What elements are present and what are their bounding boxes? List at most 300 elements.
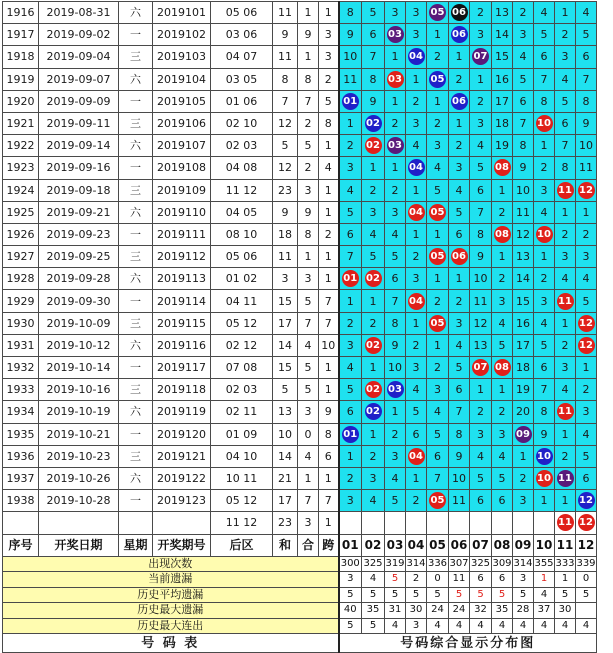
table-row bbox=[3, 179, 597, 201]
drawn-ball: 12 bbox=[578, 337, 595, 354]
back-zone-cell: 04 08 bbox=[211, 157, 273, 179]
number-cell-10: 4 bbox=[534, 312, 555, 334]
number-cell-05: 6 bbox=[427, 445, 449, 467]
drawn-ball: 05 bbox=[429, 4, 446, 21]
heshu-cell: 0 bbox=[298, 423, 319, 445]
number-cell-05: 2 bbox=[427, 290, 449, 312]
period-cell: 1936 bbox=[3, 445, 39, 467]
number-cell-11: 1 bbox=[555, 490, 576, 512]
stat-value: 314 bbox=[513, 556, 534, 572]
stat-value: 24 bbox=[449, 603, 470, 619]
number-cell-02 bbox=[362, 268, 385, 290]
number-cell-03: 2 bbox=[385, 112, 406, 134]
number-cell-08: 3 bbox=[492, 290, 513, 312]
date-cell: 2019-09-11 bbox=[39, 112, 119, 134]
number-cell-08: 5 bbox=[492, 467, 513, 489]
drawn-ball: 05 bbox=[429, 315, 446, 332]
span-cell: 1 bbox=[319, 268, 339, 290]
sum-cell: 15 bbox=[273, 357, 298, 379]
date-cell: 2019-10-19 bbox=[39, 401, 119, 423]
drawn-ball: 06 bbox=[451, 248, 468, 265]
number-cell-11: 4 bbox=[555, 68, 576, 90]
stat-row bbox=[3, 603, 597, 619]
number-cell-05 bbox=[427, 2, 449, 24]
stat-value: 3 bbox=[339, 572, 362, 588]
number-cell-09: 15 bbox=[513, 290, 534, 312]
number-cell-03: 3 bbox=[385, 201, 406, 223]
sum-cell: 13 bbox=[273, 401, 298, 423]
number-cell-12: 5 bbox=[576, 445, 597, 467]
span-cell: 7 bbox=[319, 290, 339, 312]
number-cell-04: 3 bbox=[406, 112, 427, 134]
number-cell-10: 2 bbox=[534, 268, 555, 290]
number-cell-08: 2 bbox=[492, 268, 513, 290]
number-cell-01: 1 bbox=[339, 445, 362, 467]
header-number: 08 bbox=[492, 534, 513, 556]
span-cell: 6 bbox=[319, 445, 339, 467]
number-cell-05 bbox=[427, 68, 449, 90]
drawn-ball: 04 bbox=[408, 159, 425, 176]
number-cell-05: 5 bbox=[427, 423, 449, 445]
number-cell-07: 13 bbox=[470, 334, 492, 356]
number-cell-09: 1 bbox=[513, 445, 534, 467]
sum-cell: 11 bbox=[273, 46, 298, 68]
header-date: 开奖日期 bbox=[39, 534, 119, 556]
back-zone-cell: 03 05 bbox=[211, 68, 273, 90]
predicted-ball: 12 bbox=[578, 514, 595, 531]
sum-cell: 17 bbox=[273, 490, 298, 512]
number-cell-02: 1 bbox=[362, 290, 385, 312]
weekday-cell: 六 bbox=[119, 401, 153, 423]
number-cell-02 bbox=[362, 512, 385, 534]
number-cell-08: 17 bbox=[492, 90, 513, 112]
number-cell-10: 2 bbox=[534, 157, 555, 179]
number-cell-07 bbox=[470, 46, 492, 68]
drawn-ball: 04 bbox=[408, 204, 425, 221]
issue-cell: 2019117 bbox=[153, 357, 211, 379]
period-cell: 1934 bbox=[3, 401, 39, 423]
back-zone-cell: 11 12 bbox=[211, 179, 273, 201]
table-row bbox=[3, 357, 597, 379]
weekday-cell: 一 bbox=[119, 223, 153, 245]
issue-cell: 2019122 bbox=[153, 467, 211, 489]
number-cell-09: 19 bbox=[513, 379, 534, 401]
drawn-ball: 07 bbox=[472, 359, 489, 376]
number-cell-07: 3 bbox=[470, 112, 492, 134]
header-weekday: 星期 bbox=[119, 534, 153, 556]
heshu-cell: 3 bbox=[298, 268, 319, 290]
period-cell: 1930 bbox=[3, 312, 39, 334]
number-cell-05: 1 bbox=[427, 334, 449, 356]
blank-cell bbox=[153, 512, 211, 534]
number-cell-10: 5 bbox=[534, 24, 555, 46]
number-cell-12: 11 bbox=[576, 157, 597, 179]
number-cell-02: 3 bbox=[362, 467, 385, 489]
table-row bbox=[3, 467, 597, 489]
stat-label: 当前遗漏 bbox=[3, 572, 339, 588]
number-cell-11: 1 bbox=[555, 423, 576, 445]
number-cell-07: 2 bbox=[470, 90, 492, 112]
number-cell-02: 6 bbox=[362, 24, 385, 46]
back-zone-cell: 02 12 bbox=[211, 334, 273, 356]
number-cell-10 bbox=[534, 445, 555, 467]
back-zone-cell: 05 12 bbox=[211, 490, 273, 512]
span-cell: 10 bbox=[319, 334, 339, 356]
number-cell-07: 8 bbox=[470, 223, 492, 245]
period-cell: 1921 bbox=[3, 112, 39, 134]
footer-row bbox=[3, 634, 597, 653]
issue-cell: 2019101 bbox=[153, 2, 211, 24]
span-cell: 1 bbox=[319, 201, 339, 223]
number-cell-06: 6 bbox=[449, 223, 470, 245]
sum-cell: 10 bbox=[273, 423, 298, 445]
period-cell: 1929 bbox=[3, 290, 39, 312]
back-zone-cell: 04 11 bbox=[211, 290, 273, 312]
drawn-ball: 01 bbox=[342, 93, 359, 110]
heshu-cell: 5 bbox=[298, 135, 319, 157]
table-row bbox=[3, 135, 597, 157]
header-number: 10 bbox=[534, 534, 555, 556]
date-cell: 2019-10-28 bbox=[39, 490, 119, 512]
back-zone-cell: 01 02 bbox=[211, 268, 273, 290]
date-cell: 2019-09-25 bbox=[39, 246, 119, 268]
number-cell-02: 9 bbox=[362, 90, 385, 112]
number-cell-10: 1 bbox=[534, 135, 555, 157]
table-row bbox=[3, 423, 597, 445]
heshu-cell: 4 bbox=[298, 334, 319, 356]
number-cell-09: 14 bbox=[513, 268, 534, 290]
number-cell-09: 2 bbox=[513, 467, 534, 489]
drawn-ball: 02 bbox=[365, 115, 382, 132]
stat-value: 5 bbox=[339, 618, 362, 634]
number-cell-11 bbox=[555, 290, 576, 312]
number-cell-08: 18 bbox=[492, 112, 513, 134]
number-cell-01: 2 bbox=[339, 312, 362, 334]
number-cell-10: 6 bbox=[534, 46, 555, 68]
number-cell-06: 4 bbox=[449, 179, 470, 201]
stat-value: 31 bbox=[385, 603, 406, 619]
number-cell-07: 6 bbox=[470, 490, 492, 512]
drawn-ball: 10 bbox=[536, 448, 553, 465]
back-zone-cell: 02 03 bbox=[211, 379, 273, 401]
issue-cell: 2019105 bbox=[153, 90, 211, 112]
weekday-cell: 一 bbox=[119, 290, 153, 312]
table-row bbox=[3, 401, 597, 423]
number-cell-04: 3 bbox=[406, 2, 427, 24]
number-cell-09: 7 bbox=[513, 112, 534, 134]
period-cell: 1938 bbox=[3, 490, 39, 512]
number-cell-10: 6 bbox=[534, 357, 555, 379]
number-cell-02: 4 bbox=[362, 223, 385, 245]
number-cell-12: 1 bbox=[576, 201, 597, 223]
period-cell: 1920 bbox=[3, 90, 39, 112]
stat-value: 6 bbox=[470, 572, 492, 588]
date-cell: 2019-09-07 bbox=[39, 68, 119, 90]
number-cell-08 bbox=[492, 357, 513, 379]
table-row bbox=[3, 490, 597, 512]
drawn-ball: 06 bbox=[451, 4, 468, 21]
sum-cell: 9 bbox=[273, 201, 298, 223]
number-cell-02: 1 bbox=[362, 423, 385, 445]
number-cell-11: 2 bbox=[555, 24, 576, 46]
drawn-ball: 03 bbox=[387, 137, 404, 154]
number-cell-12: 4 bbox=[576, 268, 597, 290]
number-cell-06 bbox=[449, 512, 470, 534]
stat-value: 333 bbox=[555, 556, 576, 572]
sum-cell: 8 bbox=[273, 68, 298, 90]
issue-cell: 2019119 bbox=[153, 401, 211, 423]
stat-value: 336 bbox=[427, 556, 449, 572]
table-row bbox=[3, 223, 597, 245]
stat-value: 5 bbox=[385, 587, 406, 603]
header-number: 03 bbox=[385, 534, 406, 556]
stat-value: 3 bbox=[406, 618, 427, 634]
sum-cell: 7 bbox=[273, 90, 298, 112]
number-cell-03: 3 bbox=[385, 445, 406, 467]
header-back: 后区 bbox=[211, 534, 273, 556]
span-cell: 9 bbox=[319, 401, 339, 423]
header-period: 序号 bbox=[3, 534, 39, 556]
number-cell-11: 1 bbox=[555, 201, 576, 223]
number-cell-08: 13 bbox=[492, 2, 513, 24]
stat-value: 4 bbox=[470, 618, 492, 634]
drawn-ball: 08 bbox=[494, 226, 511, 243]
drawn-ball: 10 bbox=[536, 226, 553, 243]
number-cell-12: 2 bbox=[576, 223, 597, 245]
date-cell: 2019-09-18 bbox=[39, 179, 119, 201]
stat-label: 历史最大连出 bbox=[3, 618, 339, 634]
number-cell-11: 4 bbox=[555, 268, 576, 290]
number-cell-03: 10 bbox=[385, 357, 406, 379]
span-cell: 3 bbox=[319, 24, 339, 46]
stat-value: 30 bbox=[406, 603, 427, 619]
number-cell-05: 4 bbox=[427, 157, 449, 179]
number-cell-01 bbox=[339, 90, 362, 112]
issue-cell: 2019106 bbox=[153, 112, 211, 134]
stat-value: 4 bbox=[385, 618, 406, 634]
number-cell-01 bbox=[339, 423, 362, 445]
number-cell-05: 5 bbox=[427, 179, 449, 201]
sum-cell: 14 bbox=[273, 445, 298, 467]
drawn-ball: 02 bbox=[365, 381, 382, 398]
number-cell-11 bbox=[555, 467, 576, 489]
heshu-cell: 1 bbox=[298, 467, 319, 489]
stat-value: 4 bbox=[362, 572, 385, 588]
number-cell-11: 8 bbox=[555, 157, 576, 179]
stat-row bbox=[3, 618, 597, 634]
date-cell: 2019-10-21 bbox=[39, 423, 119, 445]
stat-label: 历史平均遗漏 bbox=[3, 587, 339, 603]
heshu-cell: 1 bbox=[298, 246, 319, 268]
drawn-ball: 05 bbox=[429, 248, 446, 265]
number-cell-11 bbox=[555, 179, 576, 201]
number-cell-01: 1 bbox=[339, 112, 362, 134]
table-row bbox=[3, 68, 597, 90]
number-cell-05: 2 bbox=[427, 112, 449, 134]
header-sum: 和 bbox=[273, 534, 298, 556]
heshu-cell: 4 bbox=[298, 445, 319, 467]
stat-value: 24 bbox=[427, 603, 449, 619]
stat-value: 325 bbox=[362, 556, 385, 572]
issue-cell: 2019110 bbox=[153, 201, 211, 223]
number-cell-07: 2 bbox=[470, 401, 492, 423]
number-cell-02: 1 bbox=[362, 357, 385, 379]
number-cell-01: 10 bbox=[339, 46, 362, 68]
number-cell-12: 10 bbox=[576, 135, 597, 157]
number-cell-11: 1 bbox=[555, 2, 576, 24]
number-cell-03 bbox=[385, 512, 406, 534]
number-cell-07: 5 bbox=[470, 157, 492, 179]
sum-cell: 17 bbox=[273, 312, 298, 334]
number-cell-11 bbox=[555, 401, 576, 423]
number-cell-07: 9 bbox=[470, 246, 492, 268]
stat-value: 3 bbox=[513, 572, 534, 588]
back-zone-cell: 08 10 bbox=[211, 223, 273, 245]
number-cell-10 bbox=[534, 512, 555, 534]
number-cell-03: 6 bbox=[385, 268, 406, 290]
number-cell-02: 1 bbox=[362, 157, 385, 179]
weekday-cell: 六 bbox=[119, 2, 153, 24]
table-row bbox=[3, 246, 597, 268]
number-cell-03: 1 bbox=[385, 90, 406, 112]
number-cell-03: 4 bbox=[385, 223, 406, 245]
number-cell-07 bbox=[470, 512, 492, 534]
number-cell-03: 2 bbox=[385, 423, 406, 445]
stat-value: 11 bbox=[449, 572, 470, 588]
number-cell-08: 19 bbox=[492, 135, 513, 157]
sum-cell: 23 bbox=[273, 512, 298, 534]
table-row bbox=[3, 445, 597, 467]
number-cell-04 bbox=[406, 46, 427, 68]
drawn-ball: 02 bbox=[365, 270, 382, 287]
sum-cell: 18 bbox=[273, 223, 298, 245]
issue-cell: 2019104 bbox=[153, 68, 211, 90]
weekday-cell: 一 bbox=[119, 423, 153, 445]
number-cell-12: 3 bbox=[576, 246, 597, 268]
blank-cell bbox=[3, 512, 39, 534]
weekday-cell: 六 bbox=[119, 334, 153, 356]
number-cell-10: 3 bbox=[534, 290, 555, 312]
stat-value: 0 bbox=[427, 572, 449, 588]
heshu-cell: 9 bbox=[298, 201, 319, 223]
stat-value: 32 bbox=[470, 603, 492, 619]
table-row bbox=[3, 334, 597, 356]
table-row bbox=[3, 157, 597, 179]
stat-value: 35 bbox=[492, 603, 513, 619]
prediction-row bbox=[3, 512, 597, 534]
number-cell-05 bbox=[427, 490, 449, 512]
header-heshu: 合 bbox=[298, 534, 319, 556]
number-cell-02: 2 bbox=[362, 312, 385, 334]
drawn-ball: 12 bbox=[578, 315, 595, 332]
number-cell-02: 5 bbox=[362, 246, 385, 268]
number-cell-02: 5 bbox=[362, 2, 385, 24]
number-cell-09: 8 bbox=[513, 135, 534, 157]
number-cell-10: 3 bbox=[534, 179, 555, 201]
drawn-ball: 11 bbox=[557, 293, 574, 310]
number-cell-04: 1 bbox=[406, 223, 427, 245]
number-cell-08: 1 bbox=[492, 179, 513, 201]
number-cell-03: 1 bbox=[385, 157, 406, 179]
back-zone-cell: 04 05 bbox=[211, 201, 273, 223]
heshu-cell: 5 bbox=[298, 290, 319, 312]
heshu-cell: 8 bbox=[298, 68, 319, 90]
back-zone-cell: 10 11 bbox=[211, 467, 273, 489]
number-cell-09: 2 bbox=[513, 2, 534, 24]
number-cell-11: 2 bbox=[555, 334, 576, 356]
number-cell-04: 3 bbox=[406, 268, 427, 290]
issue-cell: 2019107 bbox=[153, 135, 211, 157]
span-cell: 8 bbox=[319, 112, 339, 134]
drawn-ball: 05 bbox=[429, 492, 446, 509]
number-cell-11: 5 bbox=[555, 90, 576, 112]
number-cell-06: 2 bbox=[449, 135, 470, 157]
number-cell-01 bbox=[339, 512, 362, 534]
number-cell-06: 1 bbox=[449, 46, 470, 68]
number-cell-04: 2 bbox=[406, 90, 427, 112]
date-cell: 2019-08-31 bbox=[39, 2, 119, 24]
span-cell: 1 bbox=[319, 2, 339, 24]
number-cell-09: 4 bbox=[513, 46, 534, 68]
number-cell-07: 4 bbox=[470, 445, 492, 467]
table-row bbox=[3, 312, 597, 334]
number-cell-06: 5 bbox=[449, 357, 470, 379]
number-cell-11: 2 bbox=[555, 223, 576, 245]
number-cell-09: 18 bbox=[513, 357, 534, 379]
number-cell-01: 2 bbox=[339, 467, 362, 489]
weekday-cell: 六 bbox=[119, 201, 153, 223]
stat-value: 4 bbox=[576, 618, 597, 634]
date-cell: 2019-10-16 bbox=[39, 379, 119, 401]
drawn-ball: 06 bbox=[451, 26, 468, 43]
stat-value: 5 bbox=[555, 587, 576, 603]
number-cell-06: 6 bbox=[449, 379, 470, 401]
number-cell-02: 2 bbox=[362, 179, 385, 201]
number-cell-01: 5 bbox=[339, 379, 362, 401]
number-cell-08: 14 bbox=[492, 24, 513, 46]
number-cell-10: 1 bbox=[534, 490, 555, 512]
number-cell-06 bbox=[449, 24, 470, 46]
number-cell-12 bbox=[576, 490, 597, 512]
date-cell: 2019-09-16 bbox=[39, 157, 119, 179]
stat-value: 5 bbox=[339, 587, 362, 603]
header-number: 06 bbox=[449, 534, 470, 556]
number-cell-04: 3 bbox=[406, 357, 427, 379]
number-cell-06 bbox=[449, 246, 470, 268]
table-row bbox=[3, 46, 597, 68]
issue-cell: 2019109 bbox=[153, 179, 211, 201]
heshu-cell: 8 bbox=[298, 223, 319, 245]
number-cell-05 bbox=[427, 246, 449, 268]
number-cell-06: 1 bbox=[449, 112, 470, 134]
number-cell-11: 7 bbox=[555, 135, 576, 157]
span-cell: 5 bbox=[319, 90, 339, 112]
drawn-ball: 09 bbox=[515, 426, 532, 443]
stat-value: 5 bbox=[427, 587, 449, 603]
number-cell-08: 4 bbox=[492, 312, 513, 334]
number-cell-06: 2 bbox=[449, 290, 470, 312]
number-cell-04: 1 bbox=[406, 467, 427, 489]
heshu-cell: 3 bbox=[298, 401, 319, 423]
number-cell-02: 4 bbox=[362, 490, 385, 512]
number-cell-11: 1 bbox=[555, 312, 576, 334]
number-cell-05: 7 bbox=[427, 467, 449, 489]
number-cell-02 bbox=[362, 379, 385, 401]
number-cell-06: 1 bbox=[449, 268, 470, 290]
date-cell: 2019-09-02 bbox=[39, 24, 119, 46]
number-cell-06: 4 bbox=[449, 334, 470, 356]
number-cell-08: 4 bbox=[492, 445, 513, 467]
